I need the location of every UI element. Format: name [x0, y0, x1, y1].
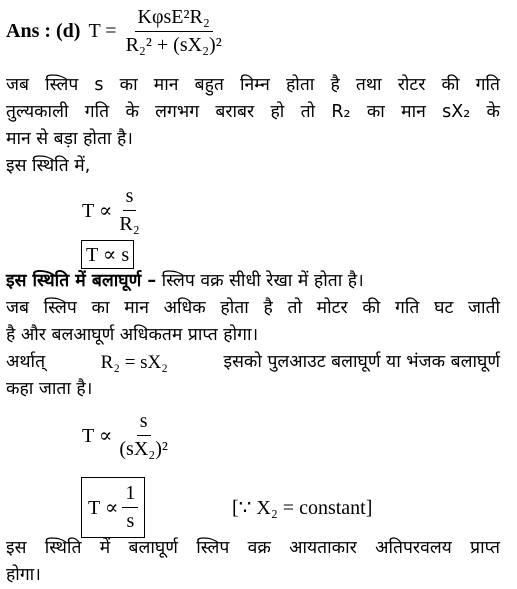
- constant-note: [∵ X₂ = constant]: [232, 497, 373, 519]
- answer-fraction: [123, 6, 225, 57]
- eq2-denominator: (sX₂)²: [119, 438, 168, 460]
- eq3-numerator: 1: [122, 482, 138, 508]
- eq1-lhs: T ∝: [82, 200, 113, 222]
- torque-heading-rest: स्लिप वक्र सीधी रेखा में होता है।: [156, 271, 364, 291]
- paragraph-1: [6, 72, 500, 180]
- eq3-lhs: T ∝: [88, 497, 119, 519]
- eq1-numerator: s: [123, 185, 137, 211]
- answer-denominator: R₂² + (sX₂)²: [125, 34, 222, 56]
- equation-t-proportional-s-over-sx2-squared: [82, 410, 171, 461]
- eq2-fraction: [116, 410, 171, 461]
- eq1-denominator: R₂: [119, 213, 140, 235]
- paragraph-1-line: तुल्यकाली गति के लगभग बराबर हो तो R₂ का मान sX₂ के: [6, 102, 500, 122]
- final-line: इस स्थिति में बलाघूर्ण स्लिप वक्र आयताकार अतिपरवलय प्राप्त: [6, 538, 500, 558]
- final-paragraph: [6, 535, 500, 589]
- equation-t-proportional-s-over-r2: [82, 185, 143, 236]
- paragraph-3-line: जब स्लिप का मान अधिक होता है तो मोटर की गति घट जाती: [6, 298, 500, 318]
- boxed-eq1: T ∝ s: [81, 240, 134, 269]
- in-this-case-text: इस स्थिति में,: [6, 156, 91, 176]
- eq3-denominator: s: [126, 510, 135, 532]
- final-line: होगा।: [6, 565, 41, 585]
- boxed-equation-t-proportional-s: [81, 240, 134, 269]
- answer-equation: [6, 6, 225, 57]
- para4-start: अर्थात्: [6, 352, 46, 372]
- torque-heading: इस स्थिति में बलाघूर्ण –: [6, 271, 157, 291]
- para4-equation: R₂ = sX₂: [100, 352, 168, 373]
- answer-lhs: T =: [88, 20, 117, 42]
- para4-rest: इसको पुलआउट बलाघूर्ण या भंजक बलाघूर्ण: [223, 352, 500, 372]
- paragraph-4-line: [6, 349, 500, 376]
- eq2-numerator: s: [137, 410, 151, 436]
- boxed-equation-t-proportional-1-over-s: [81, 477, 145, 538]
- paragraph-4-line-2: कहा जाता है।: [6, 379, 93, 399]
- paragraph-1-line: जब स्लिप s का मान बहुत निम्न होता है तथा रोटर की गति: [6, 75, 500, 95]
- eq1-fraction: [116, 185, 142, 236]
- answer-label: Ans : (d): [6, 20, 81, 42]
- boxed-eq3: [81, 477, 145, 538]
- eq3-fraction: [122, 482, 138, 533]
- paragraph-2: [6, 268, 500, 403]
- answer-numerator: KφsE²R₂: [135, 6, 213, 32]
- eq2-lhs: T ∝: [82, 425, 113, 447]
- paragraph-1-line: मान से बड़ा होता है।: [6, 129, 133, 149]
- paragraph-3-line: है और बलआघूर्ण अधिकतम प्राप्त होगा।: [6, 325, 259, 345]
